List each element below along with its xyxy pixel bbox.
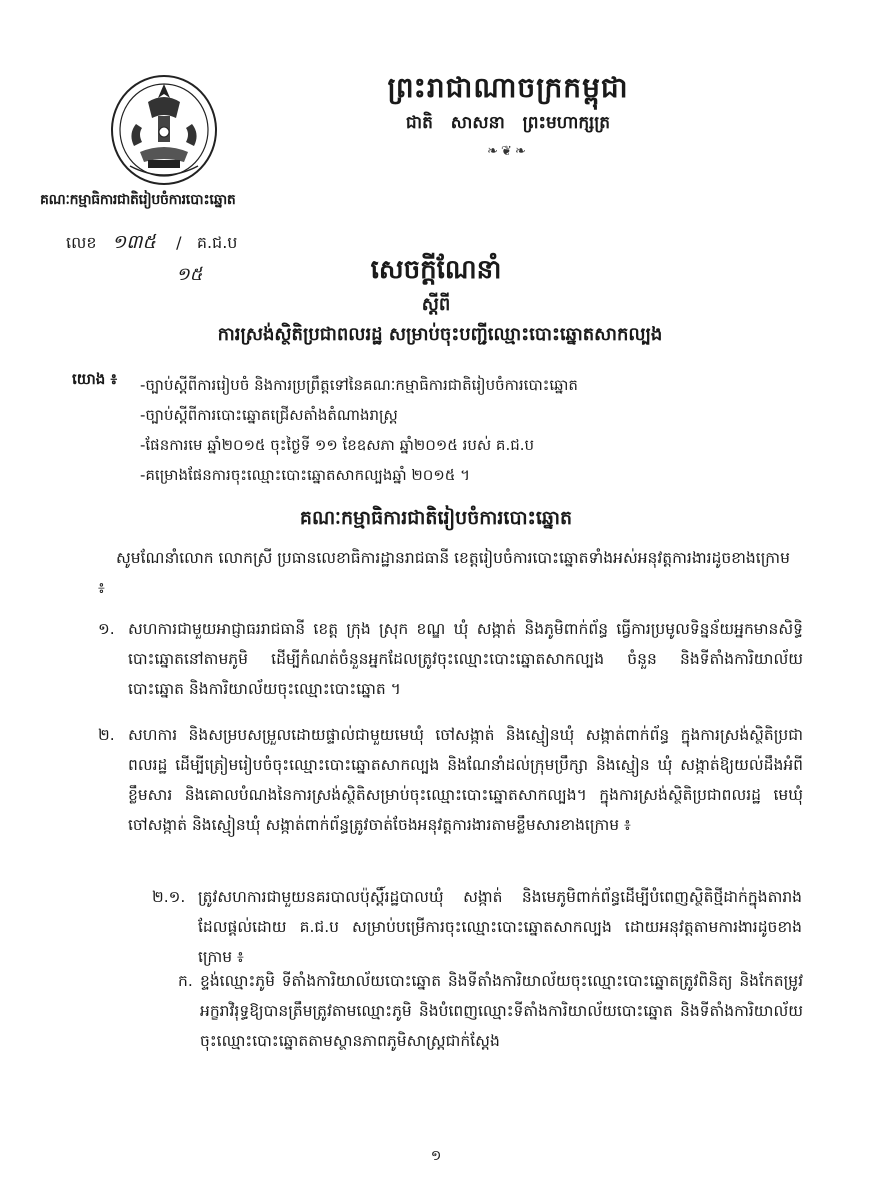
item-number: ក. — [178, 972, 193, 990]
kingdom-title: ព្រះរាជាណាចក្រកម្ពុជា — [387, 71, 629, 104]
document-type-title: សេចក្ដីណែនាំ — [370, 255, 502, 285]
reference-suffix: គ.ជ.ប — [196, 233, 238, 252]
item-number: ២.១. — [152, 888, 186, 906]
reference-label: លេខ — [66, 233, 97, 252]
item-number: ១. — [98, 620, 115, 638]
issuing-authority: គណៈកម្មាធិការជាតិរៀបចំការបោះឆ្នោត — [299, 507, 573, 529]
item-text: សហការ និងសម្របសម្រួលដោយផ្ទាល់ជាមួយមេឃុំ ចៅសង្កាត់ និងស្មៀនឃុំ សង្កាត់ពាក់ព័ន្ធ ក្នុងការស្រង់ស្ថិតិប្រជាពលរដ្ឋ ដើម្បីត្រៀមរៀបចំចុះឈ្មោះបោះឆ្នោតសាកល្បង និងណែនាំដល់ក្រុមប្រឹក្សា និងស្មៀន ឃុំ សង្កាត់ឱ្យយល់ដឹងអំពីខ្លឹមសារ និងគោលបំណងនៃការស្រង់ស្ថិតិសម្រាប់ចុះឈ្មោះបោះឆ្នោតសាកល្បង។ ក្នុងការស្រង់ស្ថិតិប្រជាពលរដ្ឋ មេឃុំ ចៅសង្កាត់ និងស្មៀនឃុំ សង្កាត់ពាក់ព័ន្ធត្រូវចាត់ចែងអនុវត្តការងារតាមខ្លឹមសារខាងក្រោម ៖ — [128, 726, 803, 834]
instruction-item-2 — [98, 720, 803, 840]
instruction-item-1 — [98, 614, 803, 704]
item-text: ត្រូវសហការជាមួយនគរបាលប៉ុស្តិ៍រដ្ឋបាលឃុំ សង្កាត់ និងមេភូមិពាក់ព័ន្ធដើម្បីបំពេញស្ថិតិថ្មីដាក់ក្នុងតារាងដែលផ្ដល់ដោយ គ.ជ.ប សម្រាប់បម្រើការចុះឈ្មោះបោះឆ្នោតសាកល្បង ដោយអនុវត្តតាមការងារដូចខាងក្រោម ៖ — [198, 888, 802, 966]
document-about: ស្ដីពី — [421, 294, 451, 315]
reference-handwritten-note: ១៥ — [176, 264, 203, 285]
reference-number-value: ១៣៥ — [111, 231, 156, 253]
reference-number: លេខ ១៣៥ / គ.ជ.ប ១៥ — [66, 230, 237, 258]
item-text: សហការជាមួយអាជ្ញាធររាជធានី ខេត្ត ក្រុង ស្រុក ខណ្ឌ ឃុំ សង្កាត់ និងភូមិពាក់ព័ន្ធ ធ្វើការប្រមូលទិន្នន័យអ្នកមានសិទ្ធិបោះឆ្នោតនៅតាមភូមិ ដើម្បីកំណត់ចំនួនអ្នកដែលត្រូវចុះឈ្មោះបោះឆ្នោតសាកល្បង ចំនួន និងទីតាំងការិយាល័យបោះឆ្នោត និងការិយាល័យចុះឈ្មោះបោះឆ្នោត ។ — [128, 620, 803, 698]
national-motto: ជាតិ សាសនា ព្រះមហាក្សត្រ — [405, 113, 611, 133]
references-label: យោង ៖ — [72, 370, 118, 388]
seal-icon — [108, 72, 220, 190]
item-number: ២. — [98, 726, 115, 744]
document-subject: ការស្រង់ស្ថិតិប្រជាពលរដ្ឋ សម្រាប់ចុះបញ្ជីឈ្មោះបោះឆ្នោតសាកល្បង — [217, 324, 663, 345]
committee-seal-emblem — [108, 72, 220, 190]
intro-paragraph: សូមណែនាំលោក លោកស្រី ប្រធានលេខាធិការដ្ឋានរាជធានី ខេត្តរៀបចំការបោះឆ្នោតទាំងអស់អនុវត្តការងារដូចខាងក្រោម ៖ — [98, 549, 790, 597]
ornament-divider: ❧❦❧ — [487, 144, 529, 159]
committee-name: គណៈកម្មាធិការជាតិរៀបចំការបោះឆ្នោត — [40, 192, 236, 208]
item-text: ខ្ទង់ឈ្មោះភូមិ ទីតាំងការិយាល័យបោះឆ្នោត និងទីតាំងការិយាល័យចុះឈ្មោះបោះឆ្នោតត្រូវពិនិត្យ និងកែតម្រូវអក្ខរាវិរុទ្ធឱ្យបានត្រឹមត្រូវតាមឈ្មោះភូមិ និងបំពេញឈ្មោះទីតាំងការិយាល័យបោះឆ្នោត និងទីតាំងការិយាល័យចុះឈ្មោះបោះឆ្នោតតាមស្ថានភាពភូមិសាស្ត្រជាក់ស្ដែង — [200, 972, 803, 1050]
reference-item: -គម្រោងផែនការចុះឈ្មោះបោះឆ្នោតសាកល្បងឆ្នាំ ២០១៥ ។ — [140, 466, 471, 484]
reference-item: -ច្បាប់ស្ដីពីការរៀបចំ និងការប្រព្រឹត្តទៅនៃគណៈកម្មាធិការជាតិរៀបចំការបោះឆ្នោត — [140, 376, 578, 394]
page-number: ១ — [430, 1148, 442, 1164]
instruction-sub-sub-item-ka — [178, 966, 803, 1056]
references-list — [140, 370, 800, 490]
instruction-sub-item-2-1 — [152, 882, 802, 972]
reference-item: -ផែនការមេ ឆ្នាំ២០១៥ ចុះថ្ងៃទី ១១ ខែឧសភា ឆ្នាំ២០១៥ របស់ គ.ជ.ប — [140, 436, 535, 454]
reference-item: -ច្បាប់ស្ដីពីការបោះឆ្នោតជ្រើសតាំងតំណាងរាស្ត្រ — [140, 406, 398, 424]
